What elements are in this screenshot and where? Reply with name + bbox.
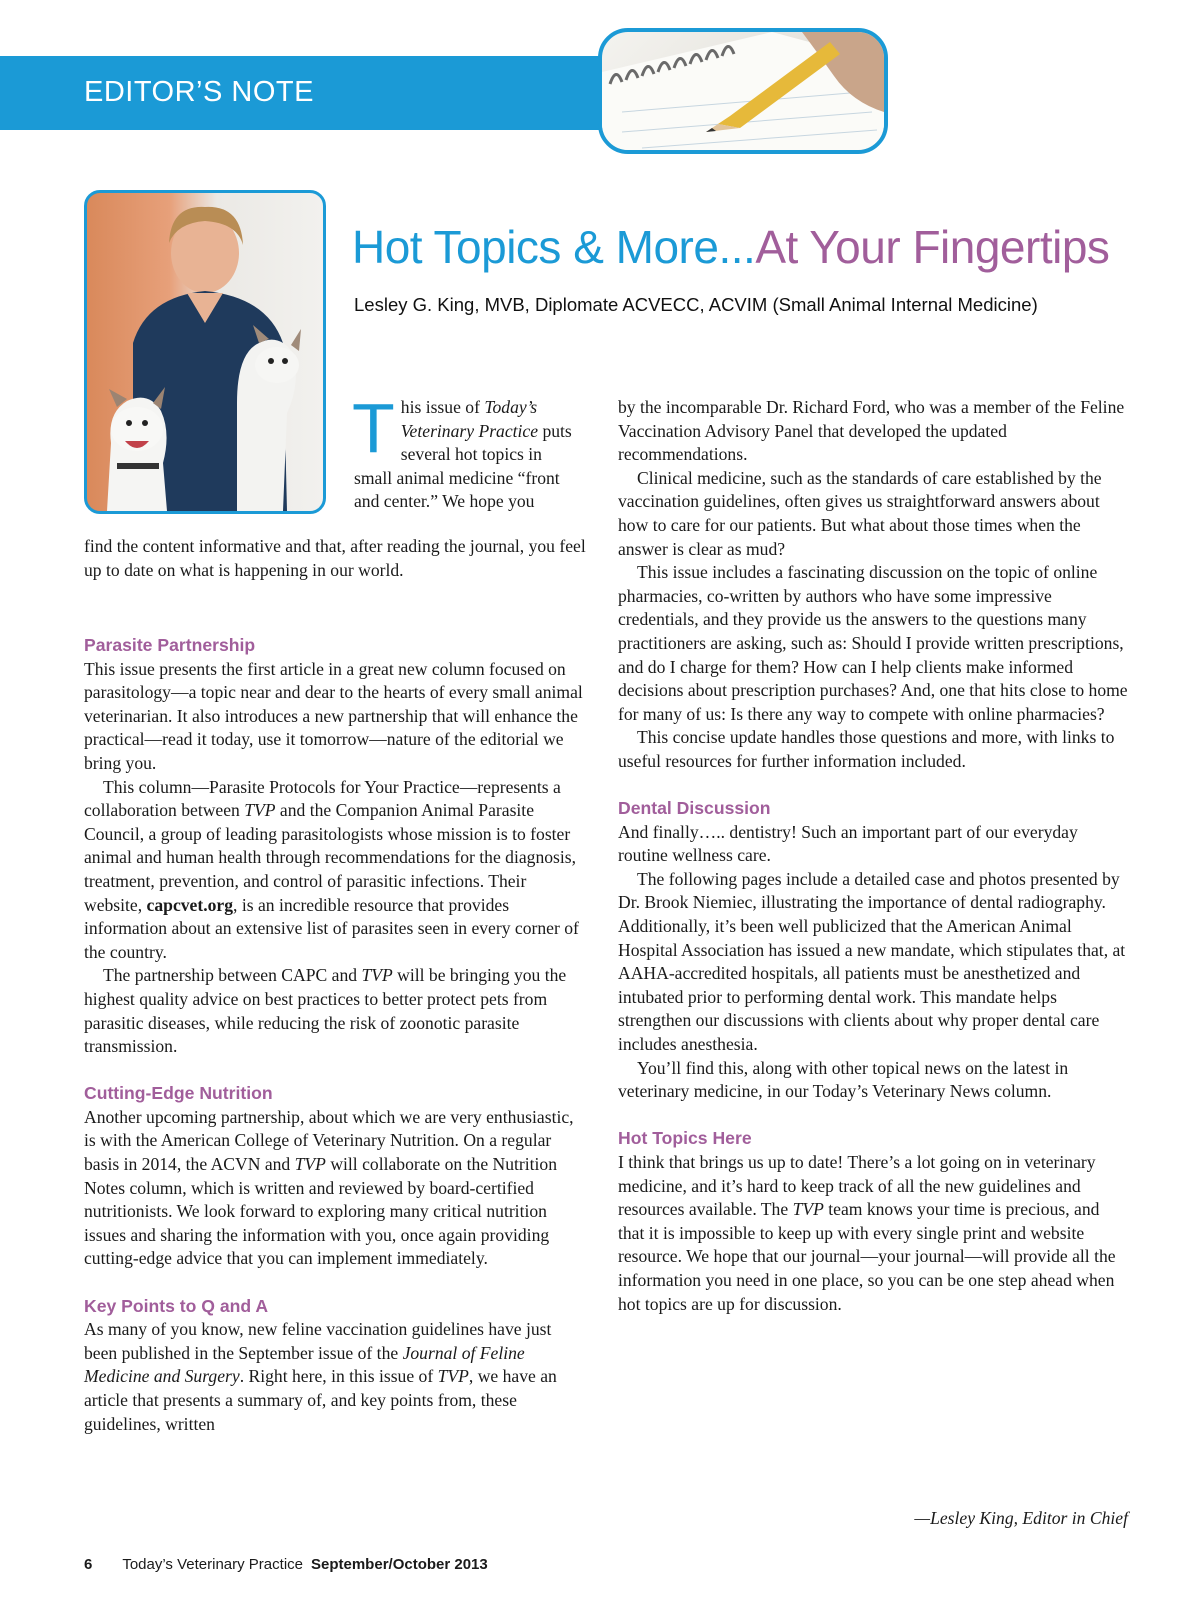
paragraph: As many of you know, new feline vaccination guidelines have just been published in the September issue of the Journal of Feline Medicine and Surgery. Right here, in this issue of TVP, we have an article that presents a summary of, and key points from, these guidelines, written <box>84 1319 557 1434</box>
paragraph: The following pages include a detailed case and photos presented by Dr. Brook Niemiec, illustrating the importance of dental radiography. Additionally, it’s been well publicized that the American Animal Hospital Association has issued a new mandate, which stipulates that, at AAHA-accredited hospitals, all patients must be anesthetized and intubated prior to performing dental work. This mandate helps strengthen our discussions with clients about why proper dental care includes anesthesia. <box>618 868 1126 1055</box>
section-dental-discussion <box>618 797 1128 1104</box>
section-cutting-edge-nutrition <box>84 1082 588 1271</box>
title-part1: Hot Topics & More... <box>352 221 756 273</box>
paragraph: This concise update handles those questions and more, with links to useful resources for further information included. <box>618 727 1115 771</box>
section-hot-topics-here <box>618 1127 1128 1316</box>
paragraph: The partnership between CAPC and TVP will be bringing you the highest quality advice on best practices to better protect pets from parasitic diseases, while reducing the risk of zoonotic parasite transmission. <box>84 965 567 1057</box>
section-heading: Dental Discussion <box>618 798 771 819</box>
signoff: —Lesley King, Editor in Chief <box>914 1508 1128 1528</box>
paragraph: This issue presents the first article in a great new column focused on parasitology—a topic near and dear to the hearts of every small animal veterinarian. It also introduces a new partnership that will enhance the practical—read it today, use it tomorrow—nature of the editorial we bring you. <box>84 658 583 773</box>
author-photo <box>84 190 326 514</box>
issue-date: September/October 2013 <box>311 1556 488 1573</box>
section-heading: Parasite Partnership <box>84 635 256 655</box>
title-part2: At Your Fingertips <box>755 221 1110 273</box>
paragraph: Another upcoming partnership, about which we are very enthusiastic, is with the American College of Veterinary Nutrition. On a regular basis in 2014, the ACVN and TVP will collaborate on the Nutrition Notes column, which is written and reviewed by board-certified nutritionists. We look forward to exploring many critical nutrition issues and sharing the information with you, once again providing cutting-edge advice that you can implement immediately. <box>84 1106 574 1269</box>
intro-paragraph <box>352 389 576 514</box>
left-column <box>84 634 588 1460</box>
section-key-points-continued <box>618 396 1128 774</box>
website-link: capcvet.org <box>146 894 234 915</box>
publication-name: Today’s Veterinary Practice <box>400 397 539 441</box>
byline: Lesley G. King, MVB, Diplomate ACVECC, ACVIM (Small Animal Internal Medicine) <box>354 294 1038 315</box>
right-column <box>618 396 1128 1340</box>
paragraph: Clinical medicine, such as the standards of care established by the vaccination guidelines, often gives us straightforward answers about how to care for our patients. But what about those times when the answer is clear as mud? <box>618 467 1102 559</box>
drop-cap: T <box>352 389 395 467</box>
intro-continuation-text: find the content informative and that, after reading the journal, you feel up to date on what is happening in our world. <box>84 536 586 580</box>
paragraph: And finally….. dentistry! Such an important part of our everyday routine wellness care. <box>618 821 1078 866</box>
paragraph: This issue includes a fascinating discussion on the topic of online pharmacies, co-written by authors who have some impressive credentials, and they provide us the answers to the questions many practitioners are asking, such as: Should I provide written prescriptions, and do I charge for them? How can I help clients make informed decisions about prescription purchases? And, one that hits close to home for many of us: Is there any way to compete with online pharmacies? <box>618 562 1128 724</box>
paragraph: by the incomparable Dr. Richard Ford, who was a member of the Feline Vaccination Advisory Panel that developed the updated recommendations. <box>618 397 1125 465</box>
intro-continuation <box>84 535 588 582</box>
intro-text: his issue of <box>400 397 485 417</box>
section-heading: Hot Topics Here <box>618 1128 752 1149</box>
page-number: 6 <box>84 1556 93 1573</box>
paragraph: I think that brings us up to date! There’s a lot going on in veterinary medicine, and it’s hard to keep track of all the new guidelines and resources available. The TVP team knows your time is precious, and that it is impossible to keep up with every single print and website resource. We hope that our journal—your journal—will provide all the information you need in one place, so you can be one step ahead when hot topics are up for discussion. <box>618 1152 1116 1314</box>
section-key-points <box>84 1295 588 1437</box>
intro-text: puts several hot topics in small animal medicine “front and center.” We hope you <box>354 420 572 512</box>
section-heading: Key Points to Q and A <box>84 1295 269 1316</box>
paragraph: You’ll find this, along with other topical news on the latest in veterinary medicine, in our Today’s Veterinary News column. <box>618 1057 1069 1102</box>
paragraph: This column—Parasite Protocols for Your Practice—represents a collaboration between TVP and the Companion Animal Parasite Council, a group of leading parasitologists whose mission is to foster animal and human health through recommendations for the diagnosis, treatment, prevention, and control of parasitic infections. Their website, capcvet.org, is an incredible resource that provides information about an extensive list of parasites seen in every corner of the country. <box>84 776 579 962</box>
section-parasite-partnership <box>84 634 588 1059</box>
section-heading: Cutting-Edge Nutrition <box>84 1083 273 1104</box>
publication-title: Today’s Veterinary Practice <box>122 1556 303 1573</box>
section-label: EDITOR’S NOTE <box>84 76 314 108</box>
page-footer <box>84 1556 488 1573</box>
article-title <box>352 220 1109 274</box>
notepad-pencil-image <box>598 28 888 154</box>
